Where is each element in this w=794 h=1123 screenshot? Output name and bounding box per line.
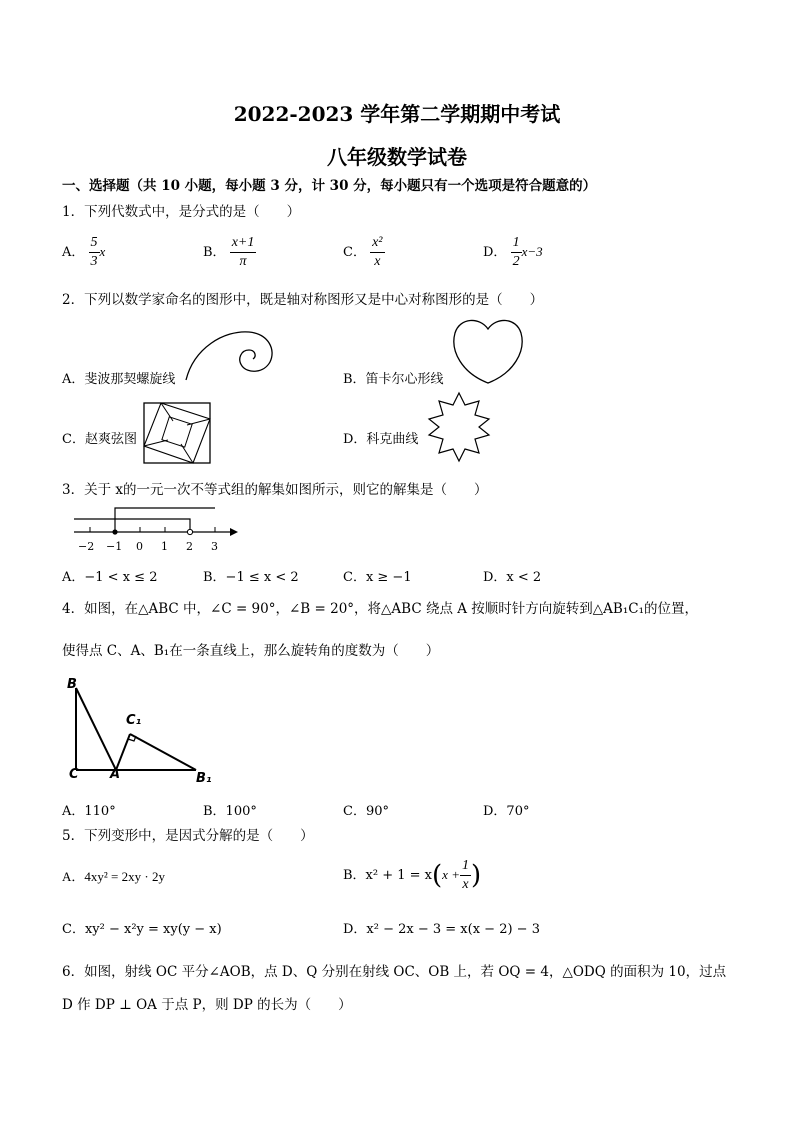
tick-m1: −1	[106, 540, 123, 553]
tick-3: 3	[211, 540, 218, 553]
q1-a-fraction	[89, 234, 100, 271]
q1-c-num: x²	[370, 234, 384, 253]
q1-a-den: 3	[90, 254, 98, 269]
q4-option-d: D．70°	[483, 804, 530, 819]
fibonacci-spiral-figure	[184, 328, 279, 383]
q5-stem: 5．下列变形中，是因式分解的是（ ）	[62, 828, 314, 844]
koch-snowflake-figure	[423, 391, 495, 463]
point-c: C	[69, 767, 79, 782]
point-a: A	[110, 767, 121, 782]
q1-option-c	[343, 234, 385, 271]
q1-b-fraction	[230, 234, 257, 271]
q1-stem: 1．下列代数式中，是分式的是（ ）	[62, 204, 301, 220]
q4-stem-line1: 4．如图，在△ABC 中，∠C = 90°，∠B = 20°，将△ABC 绕点 A 按顺时针方向旋转到△AB₁C₁的位置，	[62, 601, 698, 617]
q5-b-fraction	[460, 857, 471, 894]
q4-stem-line2: 使得点 C、A、B₁在一条直线上，那么旋转角的度数为（ ）	[62, 643, 440, 659]
q5-b-den: x	[462, 877, 469, 892]
q1-c-den: x	[374, 254, 381, 269]
q4-option-b: B．100°	[203, 804, 257, 819]
q1-b-label: B．	[203, 245, 226, 260]
q2-option-c: C．赵爽弦图	[62, 432, 137, 447]
q5-b-inner: x +	[442, 867, 460, 882]
q1-d-den: 2	[512, 254, 520, 269]
q1-d-tail: x−3	[521, 244, 543, 259]
q2-option-d: D．科克曲线	[343, 432, 419, 447]
q1-d-fraction	[511, 234, 522, 271]
q3-option-a: A．−1 < x ≤ 2	[62, 570, 158, 585]
cardioid-figure	[450, 315, 526, 385]
q5-option-c: C．xy² − x²y = xy(y − x)	[62, 922, 222, 937]
q6-stem-line1: 6．如图，射线 OC 平分∠AOB，点 D、Q 分别在射线 OC、OB 上，若 OQ = 4，△ODQ 的面积为 10，过点	[62, 964, 727, 980]
q5-b-rparen: )	[470, 860, 482, 891]
q5-b-lparen: (	[432, 860, 443, 891]
q1-option-d	[483, 234, 543, 271]
zhao-shuang-figure	[143, 402, 211, 464]
q2-stem: 2．下列以数学家命名的图形中，既是轴对称图形又是中心对称图形的是（ ）	[62, 292, 544, 308]
q6-stem-line2: D 作 DP ⊥ OA 于点 P，则 DP 的长为（ ）	[62, 997, 352, 1013]
q1-d-label: D．	[483, 245, 507, 260]
q1-a-tail: x	[99, 244, 106, 259]
q4-option-c: C．90°	[343, 804, 389, 819]
q1-d-num: 1	[511, 234, 522, 253]
q1-a-num: 5	[89, 234, 100, 253]
point-b1: B₁	[196, 771, 212, 786]
tick-m2: −2	[78, 540, 95, 553]
q3-option-c: C．x ≥ −1	[343, 570, 412, 585]
q5-option-a: A．4xy² = 2xy · 2y	[62, 869, 165, 884]
point-c1: C₁	[126, 713, 142, 728]
q2-option-b: B．笛卡尔心形线	[343, 372, 444, 387]
q5-b-pre: B．x² + 1 = x	[343, 868, 433, 883]
q5-option-b	[343, 857, 481, 894]
q3-stem: 3．关于 x的一元一次不等式组的解集如图所示，则它的解集是（ ）	[62, 482, 488, 498]
q1-option-b	[203, 234, 256, 271]
q2-option-a: A．斐波那契螺旋线	[62, 372, 176, 387]
exam-subtitle: 八年级数学试卷	[327, 145, 467, 169]
q3-option-b: B．−1 ≤ x < 2	[203, 570, 299, 585]
q4-option-a: A．110°	[62, 804, 116, 819]
q3-option-d: D．x < 2	[483, 570, 542, 585]
tick-0: 0	[136, 540, 143, 553]
q5-b-num: 1	[460, 857, 471, 876]
q1-b-num: x+1	[230, 234, 257, 253]
q1-a-label: A．	[62, 245, 85, 260]
q5-option-d: D．x² − 2x − 3 = x(x − 2) − 3	[343, 922, 540, 937]
q1-option-a	[62, 234, 105, 271]
section-heading: 一、选择题（共 10 小题，每小题 3 分，计 30 分，每小题只有一个选项是符合题意的）	[62, 178, 597, 194]
q1-c-label: C．	[343, 245, 366, 260]
point-b: B	[67, 677, 77, 692]
q1-b-den: π	[239, 254, 247, 269]
tick-1: 1	[161, 540, 168, 553]
tick-2: 2	[186, 540, 193, 553]
q1-c-fraction	[370, 234, 384, 271]
exam-title: 2022-2023 学年第二学期期中考试	[233, 102, 561, 126]
